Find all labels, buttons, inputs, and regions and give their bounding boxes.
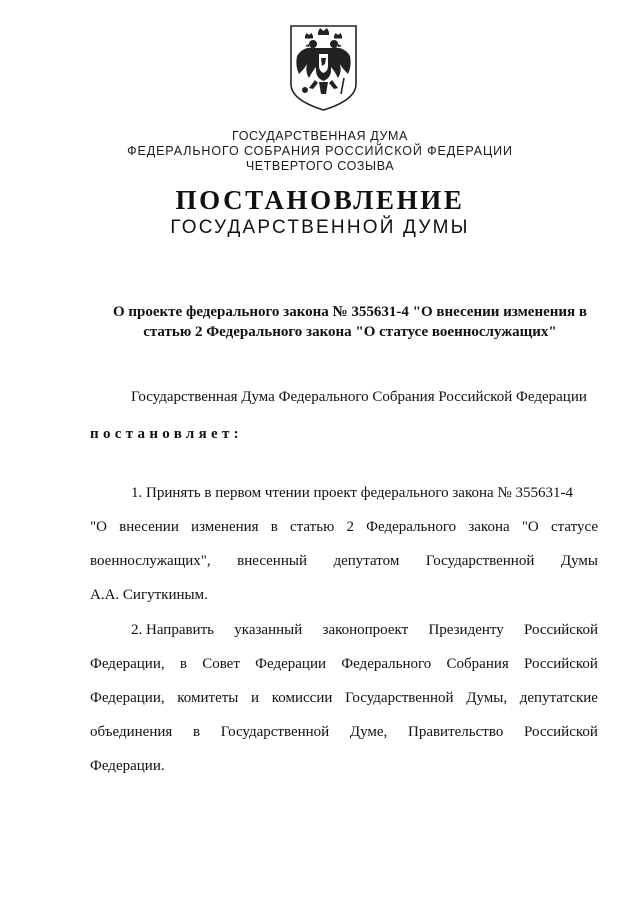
- item2-line-2: [90, 654, 598, 674]
- word: законопроект: [322, 622, 409, 638]
- header-line-3: ЧЕТВЕРТОГО СОЗЫВА: [245, 159, 395, 173]
- subject-line-2: статью 2 Федерального закона "О статусе военнослужащих": [143, 324, 557, 340]
- word: в: [270, 519, 278, 535]
- word: депутатские: [519, 690, 598, 706]
- word: комитеты: [177, 690, 239, 706]
- intro-paragraph: Государственная Дума Федерального Собрания Российской Федерации: [131, 389, 587, 405]
- word: изменения: [191, 519, 259, 535]
- word: 2: [346, 519, 354, 535]
- word: закона: [468, 519, 510, 535]
- word: и: [251, 690, 260, 706]
- item1-line-3: [90, 551, 598, 571]
- word: Думе,: [349, 724, 388, 740]
- item1-line-1: 1. Принять в первом чтении проект федерального закона № 355631-4: [131, 485, 573, 501]
- item1-line-2: [90, 517, 598, 537]
- word: Федерального: [341, 656, 432, 672]
- word: 2. Направить: [131, 622, 214, 638]
- decree-word: постановляет:: [90, 426, 243, 442]
- header-line-1: ГОСУДАРСТВЕННАЯ ДУМА: [232, 129, 408, 143]
- word: Думы: [560, 553, 598, 569]
- word: Федерации: [255, 656, 326, 672]
- word: Государственной: [425, 553, 535, 569]
- word: статусе: [550, 519, 598, 535]
- word: в: [192, 724, 201, 740]
- item2-line-5: Федерации.: [90, 758, 165, 774]
- subject-heading: [100, 302, 600, 342]
- word: Федерации,: [90, 656, 165, 672]
- word: внесенный: [237, 553, 307, 569]
- subject-line-1: О проекте федерального закона № 355631-4 "О внесении изменения в: [112, 304, 588, 320]
- word: Совет: [202, 656, 240, 672]
- item2-line-1: [131, 620, 598, 640]
- coat-of-arms-emblem: [289, 24, 358, 112]
- word: Президенту: [428, 622, 504, 638]
- word: Федерации,: [90, 690, 165, 706]
- item2-line-4: [90, 722, 598, 742]
- header-line-2: ФЕДЕРАЛЬНОГО СОБРАНИЯ РОССИЙСКОЙ ФЕДЕРАЦИИ: [127, 144, 513, 158]
- document-title: ПОСТАНОВЛЕНИЕ: [175, 185, 465, 215]
- word: в: [179, 656, 187, 672]
- item1-line-4: А.А. Сигуткиным.: [90, 587, 208, 603]
- word: "О: [90, 519, 107, 535]
- word: объединения: [90, 724, 173, 740]
- word: Федерального: [366, 519, 457, 535]
- word: внесении: [119, 519, 179, 535]
- word: указанный: [234, 622, 303, 638]
- word: Российской: [524, 724, 598, 740]
- word: Думы,: [466, 690, 508, 706]
- document-subtitle: ГОСУДАРСТВЕННОЙ ДУМЫ: [170, 217, 470, 238]
- word: Собрания: [446, 656, 509, 672]
- word: депутатом: [333, 553, 400, 569]
- word: комиссии: [271, 690, 333, 706]
- word: военнослужащих",: [90, 553, 211, 569]
- word: статью: [290, 519, 335, 535]
- word: Правительство: [407, 724, 504, 740]
- word: Государственной: [220, 724, 330, 740]
- word: "О: [521, 519, 539, 535]
- item2-line-3: [90, 688, 598, 708]
- word: Российской: [524, 656, 598, 672]
- word: Государственной: [345, 690, 454, 706]
- word: Российской: [524, 622, 598, 638]
